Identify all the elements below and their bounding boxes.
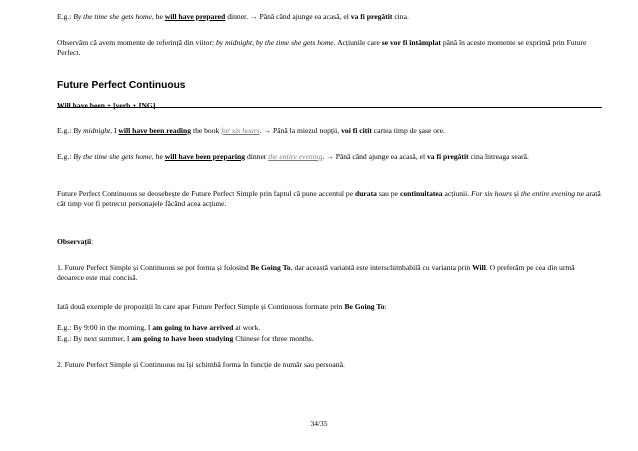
- italic-text: the entire evening: [520, 189, 576, 198]
- bold-text: continuitatea: [399, 189, 443, 198]
- text: , dar această variantă este interschimbabilă cu varianta prin: [290, 263, 471, 272]
- text: până în aceste momente se exprimă prin Future Perfect.: [57, 38, 587, 58]
- punct: :: [91, 237, 94, 246]
- bold-text: se vor fi întâmplat: [381, 38, 441, 47]
- object: dinner.: [227, 12, 249, 21]
- text: și: [513, 189, 519, 198]
- object: the book: [192, 126, 220, 135]
- example-continuous-1: [57, 126, 602, 136]
- italic-text: For six hours: [471, 189, 512, 198]
- translation-verb: va fi pregătit: [350, 12, 393, 21]
- verb-phrase: will have prepared: [164, 12, 226, 21]
- text: 1. Future Perfect Simple și Continuous se pot forma și folosind: [57, 263, 249, 272]
- translation: Până la miezul nopții,: [272, 126, 340, 135]
- time-phrase: By midnight,: [73, 126, 113, 135]
- duration: for six hours: [221, 126, 260, 135]
- subject: I: [113, 126, 117, 135]
- translation: Până când ajunge ea acasă, el: [335, 152, 426, 161]
- eg-label: E.g.:: [57, 152, 72, 161]
- explanation-paragraph: [57, 38, 602, 59]
- bold-text: am going to have arrived: [152, 323, 234, 332]
- object: dinner: [246, 152, 267, 161]
- page-number: 34/35: [310, 419, 328, 428]
- text: Observăm că avem momente de referință din viitor:: [57, 38, 215, 47]
- text: acțiunii.: [444, 189, 470, 198]
- translation: Până când ajunge ea acasă, el: [259, 12, 349, 21]
- example-continuous-2: [57, 152, 602, 162]
- observations-label: [57, 237, 602, 247]
- subject: he: [155, 12, 163, 21]
- text: Chinese for three months.: [235, 334, 314, 343]
- text: :: [384, 302, 387, 311]
- text: Acțiunile care: [337, 38, 380, 47]
- text: E.g.: By 9:00 in the morning, I: [57, 323, 151, 332]
- arrow-icon: →: [249, 12, 258, 21]
- time-phrase: By the time she gets home,: [73, 12, 154, 21]
- duration: the entire evening: [268, 152, 323, 161]
- bold-text: Will: [472, 263, 486, 272]
- text: Future Perfect Continuous se deosebește de Future Perfect Simple prin faptul că pune accentul pe: [57, 189, 354, 198]
- note-1: [57, 263, 602, 284]
- verb-phrase: will have been reading: [118, 126, 192, 135]
- time-phrase: By the time she gets home,: [73, 152, 154, 161]
- verb-phrase: will have been preparing: [164, 152, 246, 161]
- example-going-to-1: [57, 323, 602, 333]
- bold-text: durata: [354, 189, 377, 198]
- translation-verb: voi fi citit: [341, 126, 372, 135]
- translation-end: cina.: [394, 12, 409, 21]
- punct: .: [259, 126, 262, 135]
- text: E.g.: By next summer, I: [57, 334, 130, 343]
- eg-label: E.g.:: [57, 126, 72, 135]
- example-future-perfect: [57, 12, 602, 22]
- text: Iată două exemple de propoziții în care apar Future Perfect Simple și Continuous formate prin: [57, 302, 343, 311]
- bold-text: Observații: [57, 237, 92, 246]
- note-2: 2. Future Perfect Simple și Continuous nu își schimbă forma în funcție de număr sau persoană.: [57, 360, 345, 369]
- arrow-icon: →: [326, 152, 334, 161]
- bold-text: Be Going To: [344, 302, 385, 311]
- comparison-paragraph: [57, 189, 602, 210]
- text: ne arată cât timp vor fi petrecut personajele făcând acea acțiune.: [57, 189, 601, 209]
- section-heading: Future Perfect Continuous: [57, 80, 186, 91]
- subject: he: [155, 152, 163, 161]
- translation-end: cina întreaga seară.: [470, 152, 529, 161]
- bold-text: Be Going To: [250, 263, 291, 272]
- translation-verb: va fi pregătit: [426, 152, 469, 161]
- formula: Will have been + [verb + ING]: [57, 101, 156, 110]
- italic-text: by midnight, by the time she gets home.: [216, 38, 336, 47]
- translation-end: cartea timp de șase ore.: [373, 126, 445, 135]
- punct: .: [322, 152, 325, 161]
- arrow-icon: →: [263, 126, 272, 135]
- bold-text: am going to have been studying: [131, 334, 234, 343]
- eg-label: E.g.:: [57, 12, 72, 21]
- text: at work.: [235, 323, 261, 332]
- example-going-to-2: [57, 334, 602, 344]
- text: sau pe: [378, 189, 399, 198]
- text: . O preferăm pe cea din urmă deoarece este mai concisă.: [57, 263, 575, 283]
- examples-intro: [57, 302, 602, 312]
